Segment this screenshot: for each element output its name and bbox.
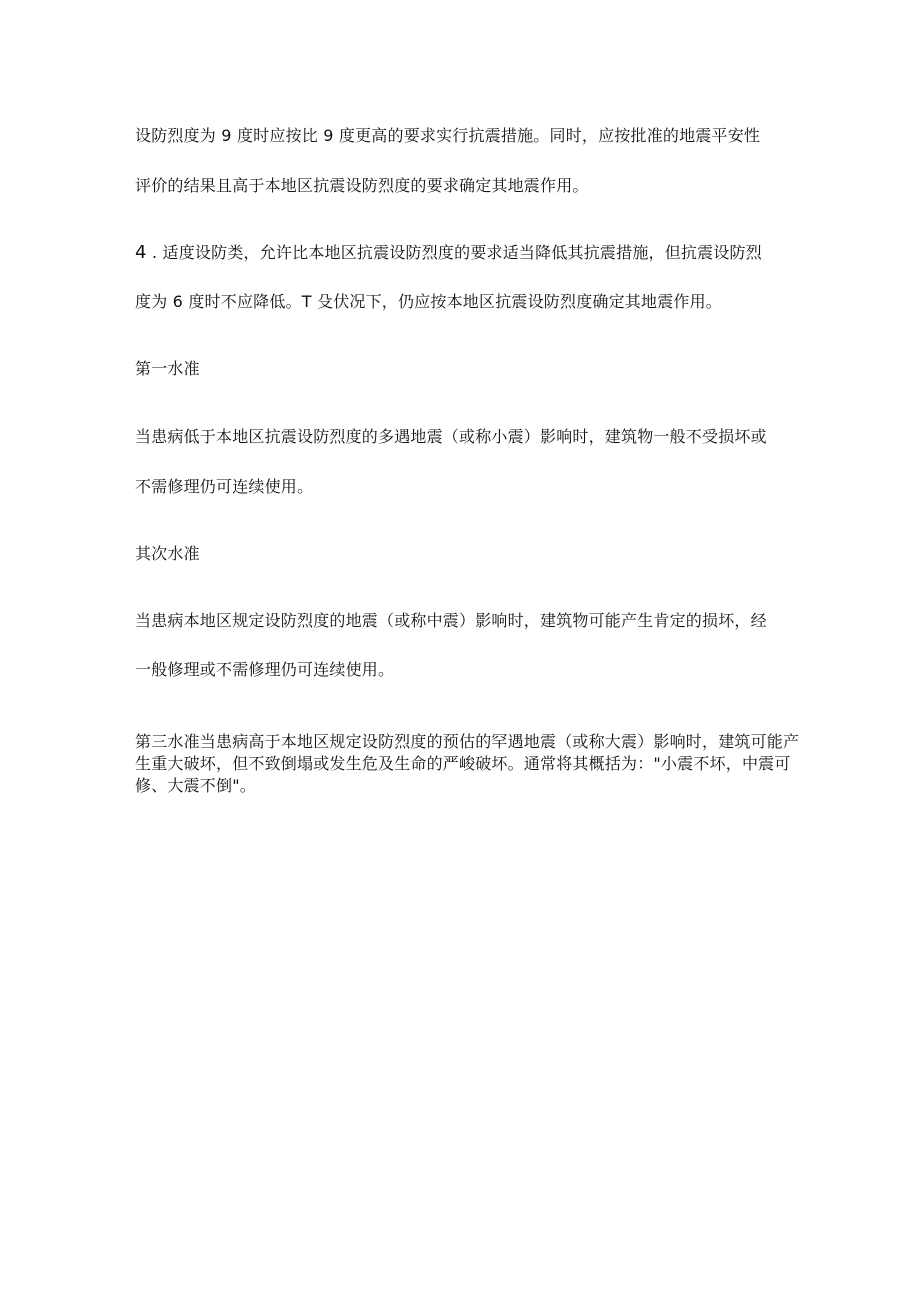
heading-level-2: 其次水准 bbox=[135, 544, 200, 563]
paragraph-3-line-2: 不需修理仍可连续使用。 bbox=[135, 477, 314, 496]
paragraph-2-line-2: 度为 6 度时不应降低。T 殳伏况下，仍应按本地区抗震设防烈度确定其地震作用。 bbox=[135, 292, 723, 311]
paragraph-4-line-2: 一般修理或不需修理仍可连续使用。 bbox=[135, 660, 395, 679]
paragraph-3-line-1: 当患病低于本地区抗震设防烈度的多遇地震（或称小震）影响时，建筑物一般不受损坏或 bbox=[135, 427, 767, 446]
heading-level-1: 第一水准 bbox=[135, 359, 200, 378]
paragraph-5: 第三水准当患病高于本地区规定设防烈度的预估的罕遇地震（或称大震）影响时，建筑可能产生重大破坏，但不致倒塌或发生危及生命的严峻破坏。通常将其概括为："小震不坏，中震可修、大震不倒"。 bbox=[135, 732, 800, 795]
paragraph-1-line-1: 设防烈度为 9 度时应按比 9 度更高的要求实行抗震措施。同时，应按批准的地震平安性 bbox=[135, 126, 761, 145]
paragraph-1-line-2: 评价的结果且高于本地区抗震设防烈度的要求确定其地震作用。 bbox=[135, 176, 589, 195]
list-number: 4 bbox=[135, 242, 147, 263]
paragraph-4-line-1: 当患病本地区规定设防烈度的地震（或称中震）影响时，建筑物可能产生肯定的损坏，经 bbox=[135, 611, 767, 630]
paragraph-2-text: . 适度设防类，允许比本地区抗震设防烈度的要求适当降低其抗震措施，但抗震设防烈 bbox=[146, 243, 762, 262]
paragraph-2-line-1 bbox=[135, 242, 805, 264]
